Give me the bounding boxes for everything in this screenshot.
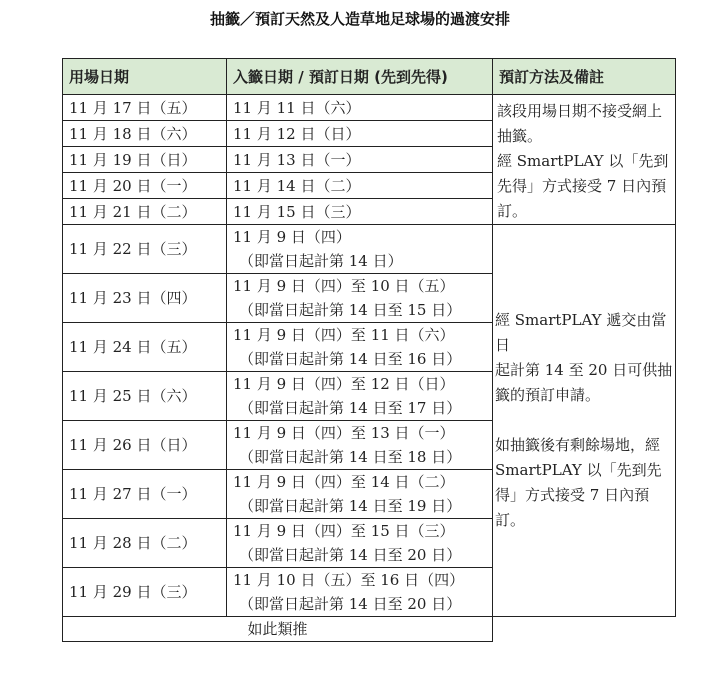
remark-cell-ballot (493, 225, 676, 617)
ballot-range-dates: 11 月 9 日（四） (233, 228, 351, 246)
ballot-range-dates: 11 月 9 日（四）至 11 日（六） (233, 326, 455, 344)
ballot-date-cell: 11 月 12 日（日） (227, 121, 493, 147)
ballot-date-cell: 11 月 15 日（三） (227, 199, 493, 225)
ballot-range-dates: 11 月 9 日（四）至 12 日（日） (233, 375, 455, 393)
table-row (63, 95, 676, 121)
remark-line: 經 SmartPLAY 以「先到 (497, 152, 669, 170)
ballot-range-dates: 11 月 9 日（四）至 10 日（五） (233, 277, 455, 295)
page-title: 抽籤／預訂天然及人造草地足球場的過渡安排 (209, 10, 510, 28)
ballot-range-note: （即當日起計第 14 日至 15 日） (239, 301, 462, 319)
venue-date-cell: 11 月 20 日（一） (63, 173, 227, 199)
header-ballot-date: 入籤日期 / 預訂日期 (先到先得) (227, 59, 493, 95)
remark-line: 抽籤。 (497, 127, 543, 145)
remark-line: SmartPLAY 以「先到先 (495, 461, 662, 479)
ballot-range-note: （即當日起計第 14 日至 18 日） (239, 448, 462, 466)
header-venue-date: 用場日期 (63, 59, 227, 95)
ballot-range-dates: 11 月 9 日（四）至 13 日（一） (233, 424, 455, 442)
venue-date-cell: 11 月 19 日（日） (63, 147, 227, 173)
remark-line: 先得」方式接受 7 日內預 (497, 177, 667, 195)
venue-date-cell: 11 月 21 日（二） (63, 199, 227, 225)
ballot-range-cell (227, 274, 493, 323)
remark-line: 如抽籤後有剩餘場地，經 (495, 436, 661, 454)
venue-date-cell: 11 月 29 日（三） (63, 568, 227, 617)
arrangement-table (62, 58, 676, 642)
ballot-range-note: （即當日起計第 14 日至 20 日） (239, 546, 462, 564)
ballot-date-cell: 11 月 14 日（二） (227, 173, 493, 199)
table-row (63, 225, 676, 274)
table-footer-row (63, 617, 676, 642)
venue-date-cell: 11 月 22 日（三） (63, 225, 227, 274)
remark-line: 起計第 14 至 20 日可供抽 (495, 361, 673, 379)
venue-date-cell: 11 月 17 日（五） (63, 95, 227, 121)
ballot-range-cell (227, 568, 493, 617)
remark-cell-online (493, 95, 676, 225)
ballot-range-cell (227, 470, 493, 519)
ballot-range-cell (227, 225, 493, 274)
venue-date-cell: 11 月 18 日（六） (63, 121, 227, 147)
ballot-range-note: （即當日起計第 14 日至 19 日） (239, 497, 462, 515)
ballot-range-dates: 11 月 9 日（四）至 14 日（二） (233, 473, 455, 491)
ballot-range-cell (227, 372, 493, 421)
ballot-range-note: （即當日起計第 14 日至 17 日） (239, 399, 462, 417)
ballot-range-note: （即當日起計第 14 日） (239, 252, 403, 270)
header-method-remarks: 預訂方法及備註 (493, 59, 676, 95)
remark-line: 得」方式接受 7 日內預 (495, 486, 650, 504)
venue-date-cell: 11 月 25 日（六） (63, 372, 227, 421)
venue-date-cell: 11 月 27 日（一） (63, 470, 227, 519)
remark-line: 訂。 (495, 511, 526, 529)
venue-date-cell: 11 月 26 日（日） (63, 421, 227, 470)
remark-line: 訂。 (497, 202, 528, 220)
ballot-range-cell (227, 421, 493, 470)
venue-date-cell: 11 月 28 日（二） (63, 519, 227, 568)
ballot-range-dates: 11 月 10 日（五）至 16 日（四） (233, 571, 465, 589)
ballot-date-cell: 11 月 13 日（一） (227, 147, 493, 173)
ballot-range-dates: 11 月 9 日（四）至 15 日（三） (233, 522, 455, 540)
and-so-on-note: 如此類推 (63, 617, 493, 642)
ballot-date-cell: 11 月 11 日（六） (227, 95, 493, 121)
ballot-range-cell (227, 519, 493, 568)
remark-line: 籤的預訂申請。 (495, 386, 601, 404)
ballot-range-note: （即當日起計第 14 日至 16 日） (239, 350, 462, 368)
remark-spacer (495, 408, 673, 433)
table-header-row (63, 59, 676, 95)
remark-line: 經 SmartPLAY 遞交由當日 (495, 311, 667, 354)
remark-line: 該段用場日期不接受網上 (497, 102, 663, 120)
venue-date-cell: 11 月 24 日（五） (63, 323, 227, 372)
ballot-range-note: （即當日起計第 14 日至 20 日） (239, 595, 462, 613)
venue-date-cell: 11 月 23 日（四） (63, 274, 227, 323)
ballot-range-cell (227, 323, 493, 372)
